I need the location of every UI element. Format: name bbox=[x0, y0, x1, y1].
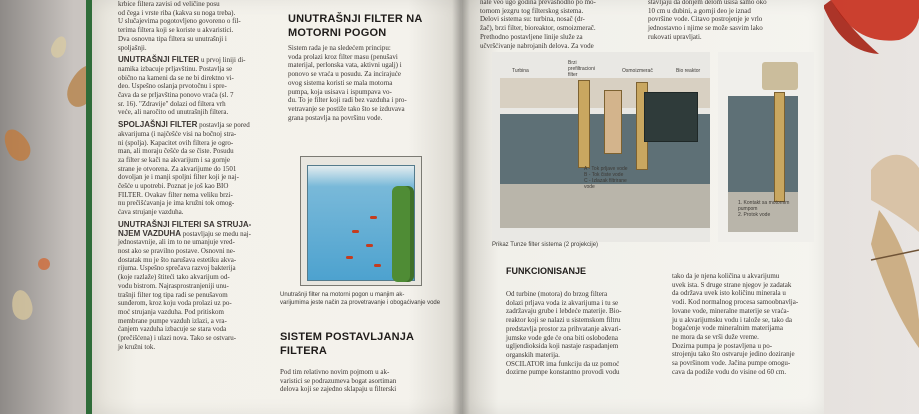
left-col1-heading: SPOLJAŠNJI FILTER bbox=[118, 120, 198, 130]
right-bottom-right-paragraph: tako da je njena količina u akvarijumu uvek ista. S druge strane njegov je zadatak da održava uvek isto količinu minerala u vodi. Kod normalnog procesa samoobnavlja- lovane vode, mineralne materije se vraća- ju u akvarijumsku vodu i talože se, tako da bogaćenje vode mineralnim materijama ne mora da se vrši duže vreme. Dozirna pumpa je postavljena u po- strojenju tako što ostvaruje jedino doziranje sa površinom vode. Jačina pumpe omogu- cava da podiže vodu do visine od 60 cm. bbox=[672, 272, 799, 376]
right-top-left-text bbox=[480, 0, 640, 54]
right-top-left-paragraph: nate veo ugo godina prevashodno po mo- tornom jezgru tog filterskog sistema. Delovi sistema su: turbina, nosač (dr- žač), brzi filter, bioreaktor, osmoizmerač. Prethodno postavljene linije služe za učvršćivanje nabrojanih delova. Za vode bbox=[480, 0, 596, 50]
left-col2-paragraph: Sistem rada je na sledećem principu: voda prolazi kroz filter masu (penušavi materijal, perlonska vata, aktivni ugalj) i ponovo se vraća u posudu. Za incirajuće ovog sistema koristi se mala motorna pumpa, koja usisava i ispumpava vo- du. To je filter koji radi bez vazduha i pro- vetravanje se postiže tako što se izduvava grana postavlja na površinu vode. bbox=[288, 44, 407, 122]
fish bbox=[370, 216, 377, 219]
diagram-front-view bbox=[492, 52, 710, 242]
right-top-right-text bbox=[648, 0, 808, 46]
fish bbox=[374, 264, 381, 267]
diagram-label: Brzi prefiltracioni filter bbox=[568, 60, 595, 78]
leaf-print bbox=[38, 258, 50, 270]
butterfly-print bbox=[809, 0, 919, 414]
section-heading-functioning: FUNKCIONISANJE bbox=[506, 266, 587, 276]
left-col1-heading: UNUTRAŠNJI FILTER bbox=[118, 55, 200, 65]
left-page-column-1 bbox=[118, 0, 286, 355]
section-heading-system: SISTEM POSTAVLJANJA FILTERA bbox=[280, 331, 415, 357]
fish bbox=[352, 230, 359, 233]
left-col1-paragraph: postavljaju se medu naj- jednostavnije, ali im to ne umanjuje vred- nost ako se pravilno postave. Osnovni ne- dostatak mu je što narušava estetiku akva- rijuma. Uspešno sprečava razvoj bakterija (koje razlaže) štiteći tako akvarijum od- vodu bistrom. Najrasprostranjeniji unu- trašnji filter tog tipa radi se penušavom sunđerom, kroz koju voda prolazi uz po- moć strujanja vazduha. Pod pritiskom membrane pumpe vazduh izlazi, a vra- ćanjem vazduha izbacuje se stara voda (prečišćena) i ulazi nova. Tako se ostvaru- je kružni tok. bbox=[118, 229, 251, 351]
tunze-filter-diagram bbox=[492, 52, 812, 242]
right-bottom-left-paragraph: Od turbine (motora) do brzog filtera dolazi prljava voda iz akvarijuma i tu se zadržavaju grube i lebdeće materije. Bio- reaktor koji se nalazi u sistemskom filtru predstavlja prostor za prihvatanje akvari- jumske vode gde će ona biti oslobođena ugljendioksida koji nastaje raspadanjem organskih materija. OSCILATOR ima funkciju da uz pomoć dozirne pumpe konstantno provodi vodu bbox=[506, 290, 622, 377]
aquarium-illustration bbox=[300, 156, 422, 286]
fish bbox=[346, 256, 353, 259]
diagram-legend: 1. Kontakt sa motornim pumpom 2. Protok vode bbox=[738, 200, 790, 218]
figure-caption-left: Unutrašnji filter na motorni pogon u manjim ak- varijumima jeste način za provetravanje i obogaćivanje vode bbox=[280, 292, 441, 306]
book-gutter bbox=[452, 0, 470, 414]
diagram-legend: A - Tok prljave vode B - Tok čiste vode C - Izlazak filtrirane vode bbox=[584, 166, 628, 190]
left-col2-bottom-paragraph: Pod tim relativno novim pojmom u ak- varistici se podrazumeva bogat asortiman delova koji se zajedno sklapaju u filterski bbox=[280, 368, 397, 394]
diagram-label: Osmoizmerač bbox=[622, 68, 653, 74]
diagram-label: Bio reaktor bbox=[676, 68, 701, 74]
left-col1-paragraph: krbice filtera zavisi od veličine posu od čega i vrste riba (kakva su noga treba). U slučajevima pogotovljeno govoreno o fil- terima filtera koji se koriste u akvaristici. Dva osnovna tipa filtera su unutrašnji i spoljašnji. bbox=[118, 0, 241, 52]
section-heading-motor-filter: UNUTRAŠNJI FILTER NA MOTORNI POGON bbox=[288, 13, 423, 39]
diagram-side-view bbox=[718, 52, 814, 242]
right-bottom-right-text bbox=[672, 272, 822, 380]
diagram-caption: Prikaz Tunze filter sistema (2 projekcije) bbox=[492, 242, 599, 248]
left-col1-heading: UNUTRAŠNJI FILTERI SA STRUJA- NJEM VAZDUHA bbox=[118, 219, 252, 238]
right-bottom-left-text bbox=[506, 290, 666, 381]
diagram-label: Turbina bbox=[512, 68, 529, 74]
left-page-column-2 bbox=[288, 44, 456, 126]
internal-filter bbox=[392, 186, 414, 282]
left-col1-paragraph: postavlja se pored akvarijuma (i najčešće visi na bočnoj stra- ni (spolja). Kapacitet ovih filtera je ogro- man, ali moraju češće da se čiste. Posudu za filter se kači na akvarijum i sa gornje strane je otvorena. Za akvarijume do 1501 dovoljan je i manji spoljni filter koji je naj- češće u upotrebi. Poznat je još kao BIO FILTER. Ovakav filter nema veliku brzi- nu prečišćavanja je ima kružni tok omog- ćava strujanje vazduha. bbox=[118, 121, 250, 217]
left-page bbox=[92, 0, 464, 414]
aquarium-tank bbox=[307, 165, 415, 281]
right-top-right-paragraph: stavljaju da donjem delom usisa samo oko 10 cm u dubini, a gornji deo je iznad površine vode. Citavo postrojenje je vrlo jednostavno i njime se može sasvim lako rukovati upravljati. bbox=[648, 0, 767, 41]
fish bbox=[366, 244, 373, 247]
left-col1-paragraph: u prvoj liniji di- namika izbacuje prljavštinu. Postavlja se obično na kameni da se ne bi direktno vi- deo. Uspešno oslanja prvotočnu i spre- čava da se prljavština ponovo vraća (sl. 7 sr. 16). "Zdravije" dolazi od filtera vrh veće, ali naročito od unutrašnjih filtera. bbox=[118, 56, 246, 117]
left-page-column-2-bottom bbox=[280, 368, 448, 398]
right-page bbox=[462, 0, 824, 414]
